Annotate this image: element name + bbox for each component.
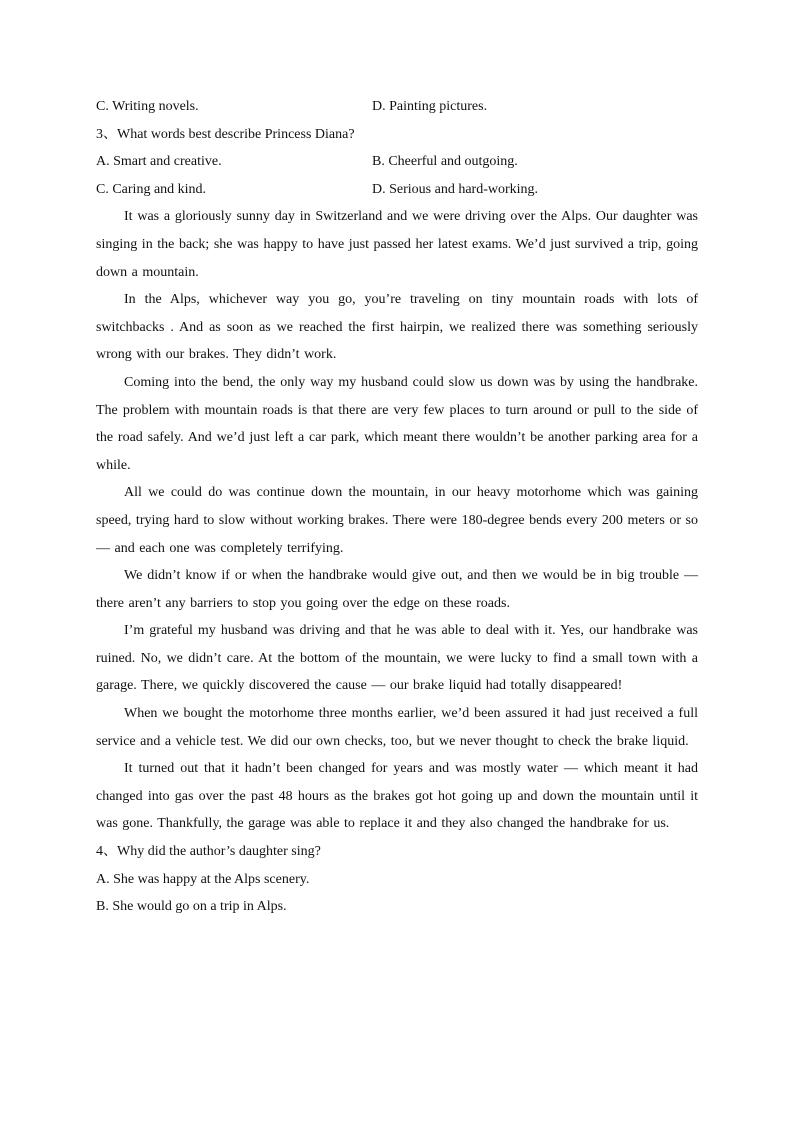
passage-paragraph: When we bought the motorhome three months earlier, we’d been assured it had just received a full service and a vehicle test. We did our own checks, too, but we never thought to check the brake liquid. — [96, 706, 698, 749]
q3-option-b: B. Cheerful and outgoing. — [372, 154, 518, 170]
q2-option-d: D. Painting pictures. — [372, 99, 488, 114]
worksheet-page — [96, 93, 698, 921]
q3-option-d: D. Serious and hard-working. — [372, 181, 539, 197]
q3-option-a: A. Smart and creative. — [96, 154, 222, 170]
q4-option-a: A. She was happy at the Alps scenery. — [96, 871, 310, 887]
passage-paragraph: It turned out that it hadn’t been changed for years and was mostly water — which meant it had changed into gas over the past 48 hours as the brakes got hot going up and down the mountain until it was gone. Thankfully, the garage was able to replace it and they also changed the handbrake for us. — [96, 761, 698, 832]
reading-passage — [96, 203, 698, 838]
q2-options-row-cd — [96, 93, 698, 121]
q2-option-c: C. Writing novels. — [96, 99, 199, 114]
q4-option-b: B. She would go on a trip in Alps. — [96, 899, 287, 915]
passage-paragraph: Coming into the bend, the only way my husband could slow us down was by using the handbrake. The problem with mountain roads is that there are very few places to turn around or pull to the side of the road safely. And we’d just left a car park, which meant there wouldn’t be another parking area for a while. — [96, 374, 698, 473]
q3-option-c: C. Caring and kind. — [96, 181, 207, 197]
passage-paragraph: In the Alps, whichever way you go, you’re traveling on tiny mountain roads with lots of switchbacks . And as soon as we reached the first hairpin, we realized there was something seriously wrong with our brakes. They didn’t work. — [96, 292, 698, 363]
passage-paragraph: I’m grateful my husband was driving and that he was able to deal with it. Yes, our handbrake was ruined. No, we didn’t care. At the bottom of the mountain, we were lucky to find a small town with a garage. There, we quickly discovered the cause — our brake liquid had totally disappeared! — [96, 623, 698, 694]
passage-paragraph: We didn’t know if or when the handbrake would give out, and then we would be in big trouble — there aren’t any barriers to stop you going over the edge on these roads. — [96, 568, 698, 611]
q4-stem: 4、Why did the author’s daughter sing? — [96, 844, 321, 860]
q3-options-row-ab — [96, 148, 698, 176]
passage-paragraph: It was a gloriously sunny day in Switzerland and we were driving over the Alps. Our daughter was singing in the back; she was happy to have just passed her latest exams. We’d just survived a trip, going down a mountain. — [96, 209, 698, 280]
passage-paragraph: All we could do was continue down the mountain, in our heavy motorhome which was gaining speed, trying hard to slow without working brakes. There were 180-degree bends every 200 meters or so — and each one was completely terrifying. — [96, 485, 698, 556]
q3-options-row-cd — [96, 176, 698, 204]
q3-stem: 3、What words best describe Princess Diana? — [96, 126, 355, 142]
